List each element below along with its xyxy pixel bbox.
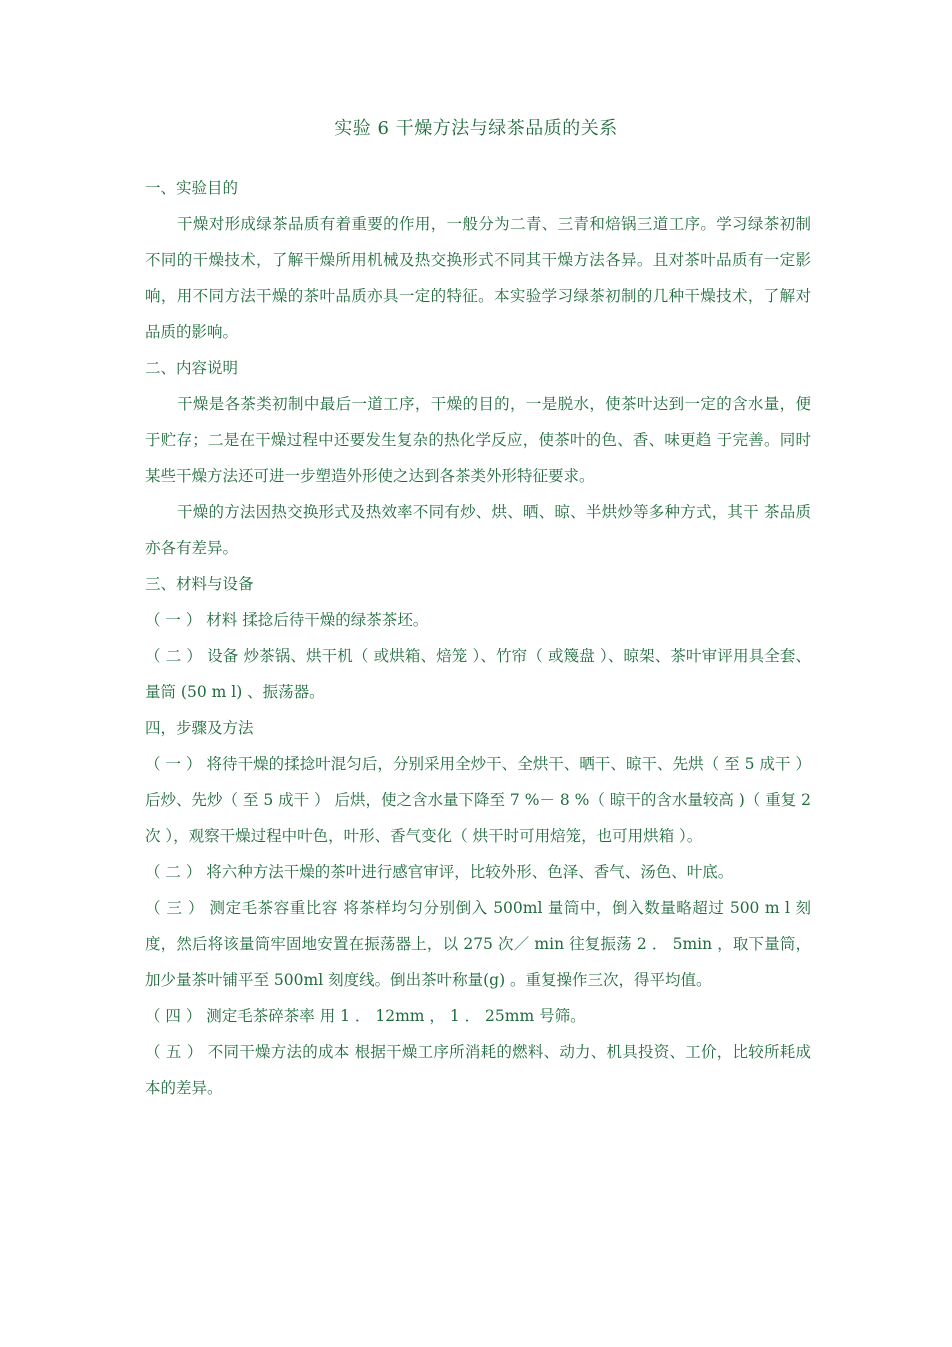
- paragraph-explanation-1: 干燥是各茶类初制中最后一道工序，干燥的目的，一是脱水，使茶叶达到一定的含水量，便于贮存；二是在干燥过程中还要发生复杂的热化学反应，使茶叶的色、香、味更趋 于完善。同时某些干燥方法还可进一步塑造外形使之达到各茶类外形特征要求。: [145, 395, 811, 485]
- section-heading-purpose: 一、实验目的: [145, 179, 239, 197]
- section-heading-explanation: 二、内容说明: [145, 359, 239, 377]
- paragraph-materials: （ 一 ） 材料 揉捻后待干燥的绿茶茶坯。: [145, 611, 429, 629]
- paragraph-equipment: （ 二 ） 设备 炒茶锅、烘干机（ 或烘箱、焙笼 ）、竹帘（ 或篾盘 ）、晾架、茶叶审评用具全套、量筒 (50 m l) 、振荡器。: [145, 647, 811, 701]
- section-heading-materials: 三、材料与设备: [145, 575, 254, 593]
- paragraph-step-4: （ 四 ） 测定毛茶碎茶率 用 1 ． 12mm ， 1 ． 25mm 号筛。: [145, 1007, 586, 1025]
- document-body: [145, 170, 811, 1106]
- paragraph-step-2: （ 二 ） 将六种方法干燥的茶叶进行感官审评，比较外形、色泽、香气、汤色、叶底。: [145, 863, 734, 881]
- paragraph-step-1: （ 一 ） 将待干燥的揉捻叶混匀后，分别采用全炒干、全烘干、晒干、晾干、先烘（ 至 5 成干 ）后炒、先炒（ 至 5 成干 ） 后烘，使之含水量下降至 7 %－ 8 %（ 晾干的含水量较高 )（ 重复 2 次 ），观察干燥过程中叶色，叶形、香气变化（ 烘干时可用焙笼，也可用烘箱 ）。: [145, 755, 812, 845]
- paragraph-purpose: 干燥对形成绿茶品质有着重要的作用，一般分为二青、三青和焙锅三道工序。学习绿茶初制不同的干燥技术，了解干燥所用机械及热交换形式不同其干燥方法各异。且对茶叶品质有一定影响，用不同方法干燥的茶叶品质亦具一定的特征。本实验学习绿茶初制的几种干燥技术，了解对品质的影响。: [145, 215, 811, 341]
- section-heading-steps: 四，步骤及方法: [145, 719, 254, 737]
- paragraph-step-5: （ 五 ） 不同干燥方法的成本 根据干燥工序所消耗的燃料、动力、机具投资、工价，比较所耗成本的差异。: [145, 1043, 811, 1097]
- paragraph-step-3: （ 三 ） 测定毛茶容重比容 将茶样均匀分别倒入 500ml 量筒中，倒入数量略超过 500 m l 刻度，然后将该量筒牢固地安置在振荡器上，以 275 次／ min 往复振荡 2 ． 5min ，取下量筒，加少量茶叶铺平至 500ml 刻度线。倒出茶叶称量(g) 。重复操作三次，得平均值。: [145, 899, 811, 989]
- paragraph-explanation-2: 干燥的方法因热交换形式及热效率不同有炒、烘、晒、晾、半烘炒等多种方式，其干 茶品质亦各有差异。: [145, 503, 811, 557]
- page-title: 实验 6 干燥方法与绿茶品质的关系: [334, 118, 618, 139]
